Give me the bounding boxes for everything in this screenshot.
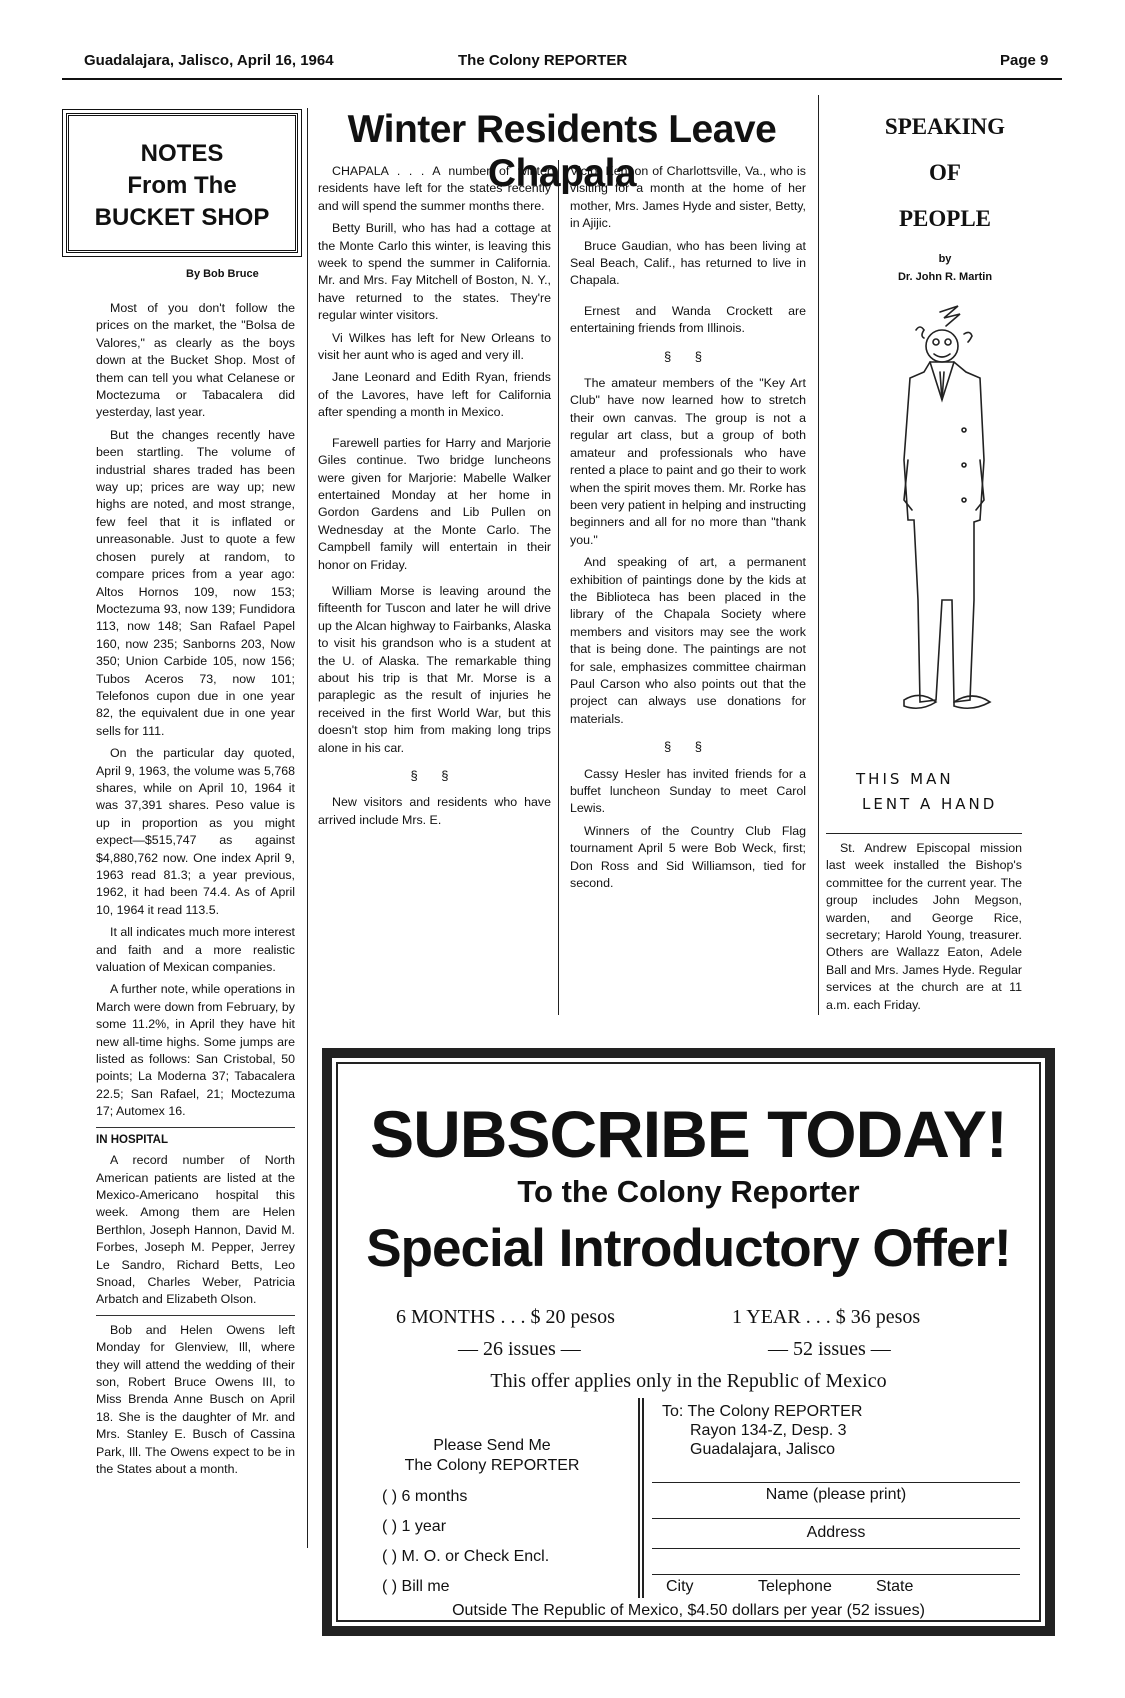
chapala-paragraph: Vi Wilkes has left for New Orleans to visit her aunt who is aged and very ill. — [318, 330, 551, 363]
name-field-line — [652, 1482, 1020, 1483]
state-field-label[interactable]: State — [876, 1578, 914, 1595]
cartoon-man-illustration — [880, 300, 1030, 760]
speaking-title — [840, 104, 1050, 242]
newspaper-name: The Colony REPORTER — [458, 52, 628, 69]
notes-title-line: NOTES — [140, 140, 224, 167]
chapala-paragraph: Jane Leonard and Edith Ryan, friends of the Lavores, have left for California after spending a month in Mexico. — [318, 370, 551, 420]
notes-byline: By Bob Bruce — [186, 268, 259, 280]
chapala-paragraph: William Morse is leaving around the fifteenth for Tuscon and later he will drive up the Alcan highway to Fairbanks, Alaska to visit his grandson who is a student at the U. of Alaska. The remarkable thing about his trip is that Mr. Morse is a paraplegic as the result of injuries he received in the first World War, but this doesn't stop him from making long trips alone in his car. — [318, 583, 551, 755]
chapala-paragraph: Farewell parties for Harry and Marjorie Giles continue. Two bridge luncheons were given for Marjorie: Mabelle Walker entertained Monday at her home in Gordon Gardens and Lib Pullen on Wednesday at the Monte Carlo. The Campbell family will entertain in their honor on Friday. — [318, 435, 551, 572]
address-line: To: The Colony REPORTER — [662, 1403, 863, 1420]
hospital-paragraph: A record number of North American patients are listed at the Mexico-Americano hospital this week. Among them are Helen Berthlon, Joseph Hannon, David M. Forbes, Joseph M. Pepper, Jerrey Le Sandro, Richard Betts, Leo Snoad, Charles Weber, Patricia Arbatch and Elizabeth Olson. — [96, 1153, 295, 1307]
form-divider — [638, 1398, 640, 1598]
notes-paragraph: On the particular day quoted, April 9, 1963, the volume was 5,768 shares, while on April 10, 1964 it was 37,391 shares. Peso value is up in proportion as you might expect—$515,747 as against $4,880,762 now. One index April 9, 1963 read 81.3; a year previous, 1962, it had been 74.4. As of April 10, 1964 it read 113.5. — [96, 746, 295, 917]
address-line: Guadalajara, Jalisco — [690, 1441, 835, 1458]
chapala-paragraph: Winners of the Country Club Flag tournament April 5 were Bob Weck, first; Don Ross and Sid Williamson, tied for second. — [570, 823, 806, 891]
chapala-paragraph: Ernest and Wanda Crockett are entertaining friends from Illinois. — [570, 303, 806, 336]
owens-paragraph: Bob and Helen Owens left Monday for Glenview, Ill, where they will attend the wedding of their son, Robert Bruce Owens III, to Miss Brenda Anne Busch on April 18. She is the daughter of Mr. and Mrs. Stanley E. Busch of Cassina Park, Ill. The Owens expect to be in the States about a month. — [96, 1322, 295, 1476]
option-check-enclosed[interactable]: ( ) M. O. or Check Encl. — [382, 1548, 550, 1565]
city-field-line — [652, 1574, 1020, 1575]
speaking-by: by — [938, 253, 952, 265]
mission-paragraph: St. Andrew Episcopal mission last week installed the Bishop's committee for the current year. The group includes John Megson, warden, and George Rice, secretary; Harold Young, treasurer. Others are Wallazz Eaton, Adele Ball and Mrs. James Hyde. Regular services at the church are at 11 a.m. each Friday. — [826, 841, 1022, 1012]
notes-paragraph: Most of you don't follow the prices on the market, the "Bolsa de Valores," as clearly as the boys down at the Bucket Shop. Most of them can tell you what Celanese or Moctezuma or Tabacalera did yesterday, last year. — [96, 301, 295, 420]
column-divider — [307, 108, 308, 1548]
chapala-column-2 — [570, 163, 806, 897]
notes-title-line: BUCKET SHOP — [94, 204, 270, 231]
chapala-paragraph: And speaking of art, a permanent exhibition of paintings done by the kids at the Biblioteca has been placed in the library of the Chapala Society where members and visitors may see the work that is being done. The paintings are not for sale, emphasizes committee chairman Paul Carson who also points out that the project can always use donations for materials. — [570, 555, 806, 726]
cartoon-caption-2: LENT A HAND — [862, 795, 998, 813]
notes-paragraph: A further note, while operations in March were down from February, by some 11.2%, in April they have hit new all-time highs. Some jumps are listed as follows: San Cristobal, 50 points; La Moderna 37; Tabacalera 22.5; San Rafael, 21; Moctezuma 17; Automex 16. — [96, 982, 295, 1119]
speaking-byline — [840, 250, 1050, 286]
speaking-title-line: SPEAKING — [884, 114, 1006, 139]
notes-title-box — [66, 113, 298, 253]
mission-article — [826, 840, 1022, 1019]
speaking-title-line: OF — [929, 160, 961, 185]
header-rule — [62, 78, 1062, 80]
address-line: Rayon 134-Z, Desp. 3 — [690, 1422, 847, 1439]
name-field-label[interactable]: Name (please print) — [765, 1486, 907, 1503]
chapala-column-1 — [318, 163, 551, 834]
notes-title-line: From The — [127, 172, 237, 199]
ad-subheadline: To the Colony Reporter — [517, 1174, 860, 1209]
send-me-label — [392, 1436, 592, 1476]
offer-applies-note: This offer applies only in the Republic of Mexico — [490, 1370, 887, 1392]
divider — [826, 833, 1022, 834]
notes-paragraph: It all indicates much more interest and faith and a more realistic valuation of Mexican companies. — [96, 925, 295, 975]
chapala-paragraph: Betty Burill, who has had a cottage at the Monte Carlo this winter, is leaving this week to spend the summer in California. Mr. and Mrs. Fay Mitchell of Boston, N. Y., have returned to the states. They're regular winter visitors. — [318, 221, 551, 323]
cartoon-caption-1: THIS MAN — [856, 770, 954, 788]
form-divider — [642, 1398, 644, 1598]
chapala-paragraph: CHAPALA . . . A number of winter residents have left for the states recently and will spend the summer months there. — [318, 164, 551, 213]
section-dingbat: § § — [663, 739, 713, 755]
address-field-line — [652, 1548, 1020, 1549]
send-me-line: The Colony REPORTER — [404, 1457, 580, 1474]
dateline: Guadalajara, Jalisco, April 16, 1964 — [84, 52, 334, 69]
chapala-paragraph: New visitors and residents who have arrived include Mrs. E. — [318, 795, 551, 827]
chapala-paragraph: Bruce Gaudian, who has been living at Seal Beach, Calif., has returned to live in Chapala. — [570, 238, 806, 288]
notes-article — [96, 300, 295, 1483]
send-me-line: Please Send Me — [433, 1437, 551, 1454]
six-months-price: 6 MONTHS . . . $ 20 pesos — [396, 1306, 615, 1328]
issues-26: — 26 issues — — [458, 1338, 581, 1360]
speaking-author: Dr. John R. Martin — [897, 271, 993, 283]
telephone-field-label[interactable]: Telephone — [758, 1578, 832, 1595]
speaking-title-line: PEOPLE — [898, 206, 991, 231]
city-field-label[interactable]: City — [666, 1578, 694, 1595]
chapala-paragraph: Cassy Hesler has invited friends for a buffet luncheon Sunday to meet Carol Lewis. — [570, 766, 806, 816]
address-field-line — [652, 1518, 1020, 1519]
subscribe-advertisement — [322, 1048, 1055, 1636]
option-6-months[interactable]: ( ) 6 months — [382, 1488, 468, 1505]
option-1-year[interactable]: ( ) 1 year — [382, 1518, 447, 1535]
notes-paragraph: But the changes recently have been startling. The volume of industrial shares traded has been way up; prices are way up; new highs are noted, and most strange, few feel that it is inflated or unreasonable. Just to quote a few chosen purely at random, to compare prices from a year ago: Altos Hornos 109, now 153; Moctezuma 93, now 139; Fundidora 113, now 148; San Rafael Papel 160, now 235; Sanborns 203, Now 350; Union Carbide 105, now 156; Tubos Aceros 73, now 101; Telefonos cupon due in one year 82, the equivalent due in one year sells for 111. — [96, 427, 295, 738]
mailing-address — [662, 1402, 862, 1459]
ad-headline: SUBSCRIBE TODAY! — [370, 1097, 1007, 1171]
one-year-price: 1 YEAR . . . $ 36 pesos — [732, 1306, 921, 1328]
page-number: Page 9 — [1000, 52, 1049, 69]
ad-offer: Special Introductory Offer! — [366, 1219, 1011, 1278]
issues-52: — 52 issues — — [768, 1338, 891, 1360]
address-field-label[interactable]: Address — [806, 1524, 866, 1541]
chapala-paragraph: Victor Kennon of Charlottsville, Va., who is visiting for a month at the home of her mother, Mrs. James Hyde and sister, Betty, in Ajijic. — [570, 164, 806, 231]
section-dingbat: § § — [410, 768, 459, 783]
chapala-paragraph: The amateur members of the "Key Art Club" have now learned how to stretch their own canvas. The group is not a regular art class, but a group of both amateur and professionals who have rented a place to paint and go their to work when the spirit moves them. Mr. Rorke has been very patient in helping and instructing beginners and all for no more than "thank you." — [570, 376, 806, 547]
column-divider — [818, 95, 819, 1015]
chapala-headline: Winter Residents Leave Chapala — [347, 108, 777, 195]
section-dingbat: § § — [663, 348, 713, 364]
column-divider — [558, 160, 559, 1015]
outside-mexico-note: Outside The Republic of Mexico, $4.50 dollars per year (52 issues) — [452, 1602, 925, 1619]
option-bill-me[interactable]: ( ) Bill me — [382, 1578, 450, 1595]
hospital-heading: IN HOSPITAL — [96, 1133, 168, 1146]
